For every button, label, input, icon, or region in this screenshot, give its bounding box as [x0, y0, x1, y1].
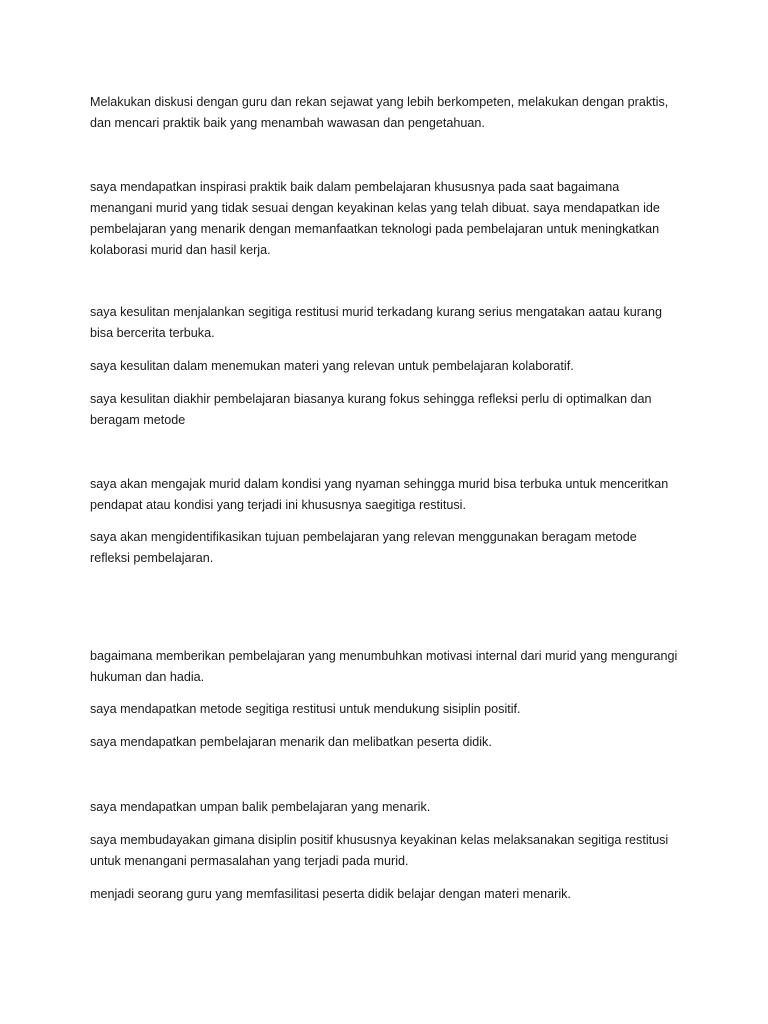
paragraph-4: saya kesulitan dalam menemukan materi yang relevan untuk pembelajaran kolaboratif.: [90, 359, 574, 373]
paragraph-12: saya membudayakan gimana disiplin positif khususnya keyakinan kelas melaksanakan segitiga restitusi untuk menangani permasalahan yang terjadi pada murid.: [90, 833, 669, 868]
paragraph-7: saya akan mengidentifikasikan tujuan pembelajaran yang relevan menggunakan beragam metode refleksi pembelajaran.: [90, 530, 637, 565]
paragraph-6: saya akan mengajak murid dalam kondisi yang nyaman sehingga murid bisa terbuka untuk menceritkan pendapat atau kondisi yang terjadi ini khususnya saegitiga restitusi.: [90, 477, 669, 512]
paragraph-5: saya kesulitan diakhir pembelajaran biasanya kurang fokus sehingga refleksi perlu di optimalkan dan beragam metode: [90, 392, 652, 427]
paragraph-13: menjadi seorang guru yang memfasilitasi peserta didik belajar dengan materi menarik.: [90, 887, 571, 901]
paragraph-11: saya mendapatkan umpan balik pembelajaran yang menarik.: [90, 800, 431, 814]
paragraph-8: bagaimana memberikan pembelajaran yang menumbuhkan motivasi internal dari murid yang mengurangi hukuman dan hadia.: [90, 649, 678, 684]
paragraph-2: saya mendapatkan inspirasi praktik baik dalam pembelajaran khususnya pada saat bagaimana menangani murid yang tidak sesuai dengan keyakinan kelas yang telah dibuat. saya mendapatkan ide pembelajaran yang menarik dengan memanfaatkan teknologi pada pembelajaran untuk meningkatkan kolaborasi murid dan hasil kerja.: [90, 180, 660, 257]
paragraph-9: saya mendapatkan metode segitiga restitusi untuk mendukung sisiplin positif.: [90, 702, 521, 716]
paragraph-1: Melakukan diskusi dengan guru dan rekan sejawat yang lebih berkompeten, melakukan dengan praktis, dan mencari praktik baik yang menambah wawasan dan pengetahuan.: [90, 95, 669, 130]
paragraph-3: saya kesulitan menjalankan segitiga restitusi murid terkadang kurang serius mengatakan aatau kurang bisa bercerita terbuka.: [90, 305, 662, 340]
paragraph-10: saya mendapatkan pembelajaran menarik dan melibatkan peserta didik.: [90, 735, 492, 749]
